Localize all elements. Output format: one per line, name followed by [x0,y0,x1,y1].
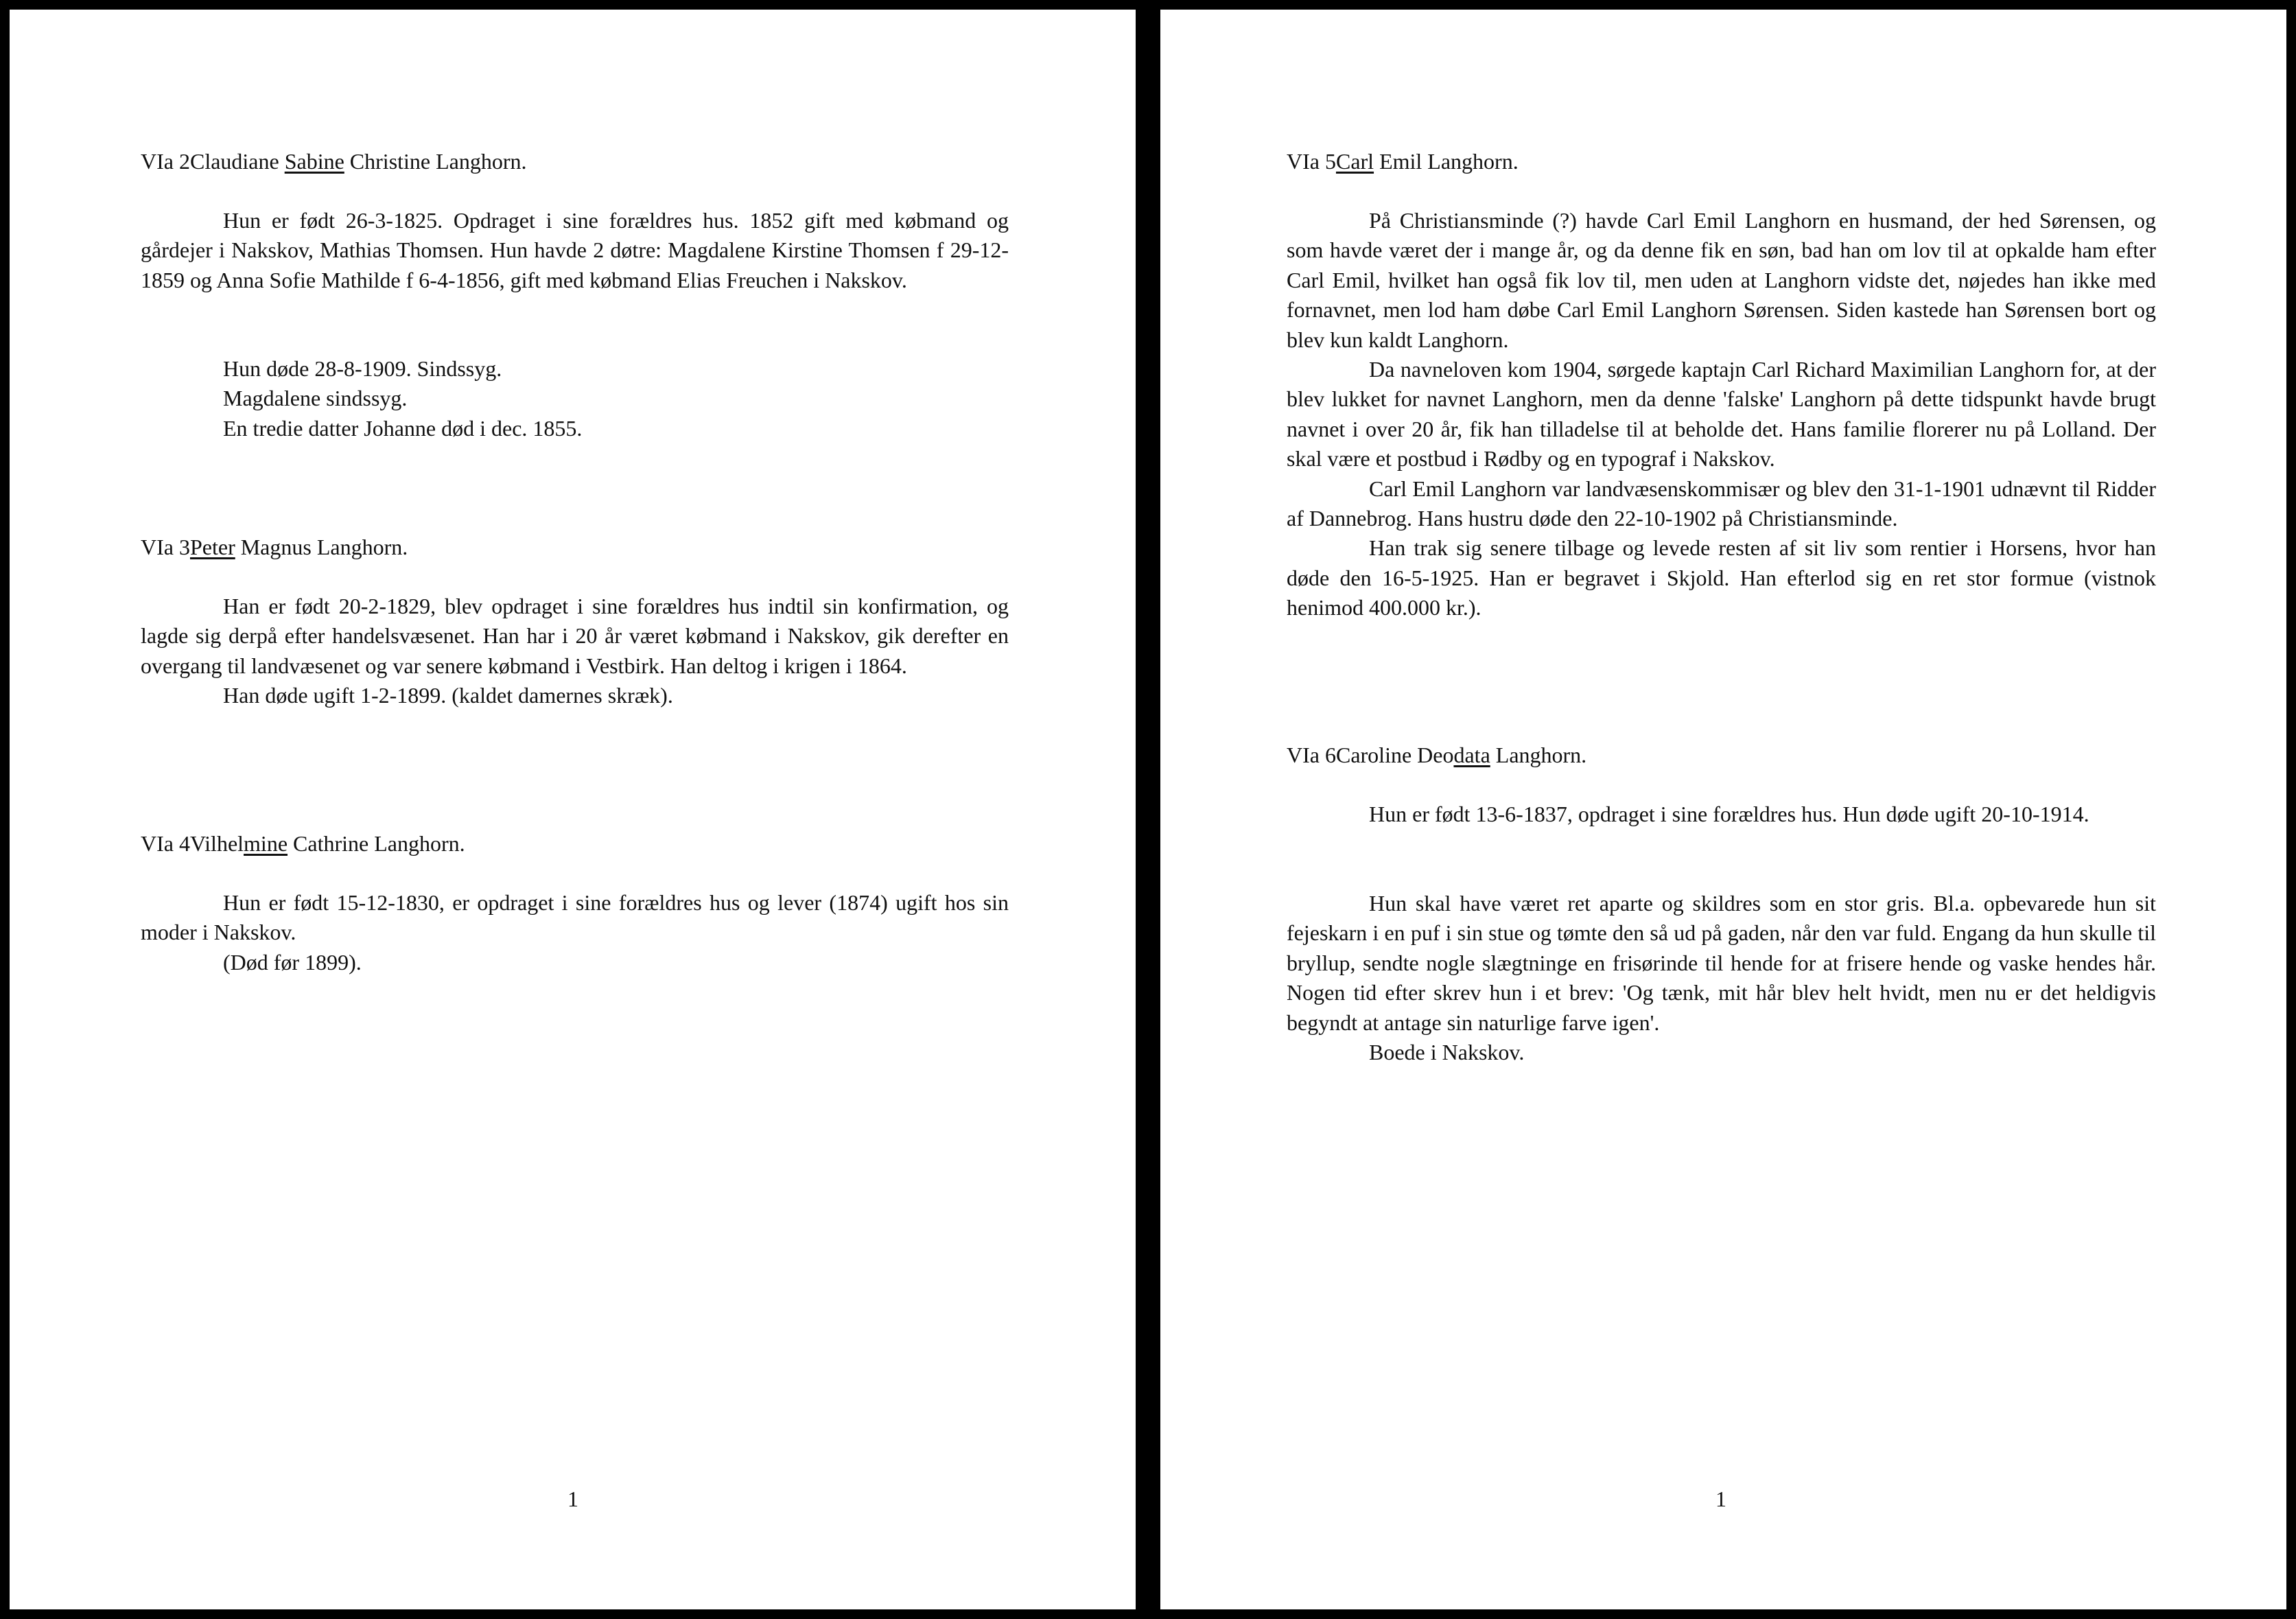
section-body [141,888,1009,977]
section-body [1287,206,2156,623]
heading-prefix: VIa 4Vilhel [141,831,244,856]
paragraph: Hun er født 13-6-1837, opdraget i sine forældres hus. Hun døde ugift 20-10-1914. [1369,802,2089,826]
section-heading [141,829,465,859]
paragraph: Hun er født 15-12-1830, er opdraget i sine forældres hus og lever (1874) ugift hos sin moder i Nakskov. [141,890,1009,945]
section-body [141,206,1009,295]
underlined-name: Peter [189,535,235,559]
paragraph: Hun skal have været ret aparte og skildres som en stor gris. Bl.a. opbevarede hun sit fejeskarn i en puf i sin stue og tømte den så ud på gaden, når den var fuld. Engang da hun skulle til bryllup, sendte nogle slægtninge en frisørinde til hende for at frisere hende og vaske hendes hår. Nogen tid efter skrev hun i et brev: 'Og tænk, mit hår blev helt hvidt, men nu er det heldigvis begyndt at antage sin naturlige farve igen'. [1287,891,2156,1035]
section-notes [141,354,1009,443]
heading-suffix: Christine Langhorn. [344,149,527,174]
page-number: 1 [567,1487,578,1511]
note-line: Boede i Nakskov. [1369,1040,1525,1065]
heading-suffix: Langhorn. [1490,743,1587,767]
paragraph: Da navneloven kom 1904, sørgede kaptajn Carl Richard Maximilian Langhorn for, at der blev lukket for navnet Langhorn, men da denne 'falske' Langhorn på dette tidspunkt havde brugt navnet i over 20 år, fik han tilladelse til at beholde det. Hans familie florerer nu på Lolland. Der skal være et postbud i Rødby og en typograf i Nakskov. [1287,357,2156,471]
heading-suffix: Emil Langhorn. [1374,149,1519,174]
right-page [1160,10,2286,1609]
paragraph: Carl Emil Langhorn var landvæsenskommisær og blev den 31-1-1901 udnævnt til Ridder af Dannebrog. Hans hustru døde den 22-10-1902 på Christiansminde. [1287,476,2156,531]
note-line: Magdalene sindssyg. [223,386,408,411]
note-line: En tredie datter Johanne død i dec. 1855. [223,415,583,441]
paragraph: (Død før 1899). [223,949,362,975]
section-heading [1287,741,1586,770]
paragraph: Han trak sig senere tilbage og levede resten af sit liv som rentier i Horsens, hvor han døde den 16-5-1925. Han er begravet i Skjold. Han efterlod sig en ret stor formue (vistnok henimod 400.000 kr.). [1287,535,2156,620]
paragraph: På Christiansminde (?) havde Carl Emil Langhorn en husmand, der hed Sørensen, og som havde været der i mange år, og da denne fik en søn, bad han om lov til at opkalde ham efter Carl Emil, hvilket han også fik lov til, men uden at Langhorn vidste det, nøjedes han ikke med fornavnet, men lod ham døbe Carl Emil Langhorn Sørensen. Siden kastede han Sørensen bort og blev kun kaldt Langhorn. [1287,208,2156,352]
heading-prefix: VIa 5 [1287,149,1336,174]
left-page [10,10,1136,1609]
paragraph: Hun er født 26-3-1825. Opdraget i sine forældres hus. 1852 gift med købmand og gårdejer i Nakskov, Mathias Thomsen. Hun havde 2 døtre: Magdalene Kirstine Thomsen f 29-12-1859 og Anna Sofie Mathilde f 6-4-1856, gift med købmand Elias Freuchen i Nakskov. [141,208,1009,292]
page-number: 1 [1715,1487,1726,1511]
paragraph: Han døde ugift 1-2-1899. (kaldet damernes skræk). [223,683,673,708]
heading-prefix: VIa 3 [141,535,190,559]
section-body [141,592,1009,711]
heading-prefix: VIa 6Caroline Deo [1287,743,1454,767]
underlined-name: data [1453,743,1490,767]
section-body [1287,800,2156,829]
section-heading [141,147,527,176]
underlined-name: mine [244,831,288,856]
section-heading [141,533,408,562]
section-heading [1287,147,1519,176]
note-line: Hun døde 28-8-1909. Sindssyg. [223,356,502,381]
heading-suffix: Magnus Langhorn. [235,535,408,559]
section-body [1287,889,2156,1067]
heading-suffix: Cathrine Langhorn. [288,831,465,856]
underlined-name: Carl [1335,149,1374,174]
paragraph: Han er født 20-2-1829, blev opdraget i sine forældres hus indtil sin konfirmation, og lagde sig derpå efter handelsvæsenet. Han har i 20 år været købmand i Nakskov, gik derefter en overgang til landvæsenet og var senere købmand i Vestbirk. Han deltog i krigen i 1864. [141,594,1009,678]
heading-prefix: VIa 2Claudiane [141,149,285,174]
underlined-name: Sabine [284,149,344,174]
